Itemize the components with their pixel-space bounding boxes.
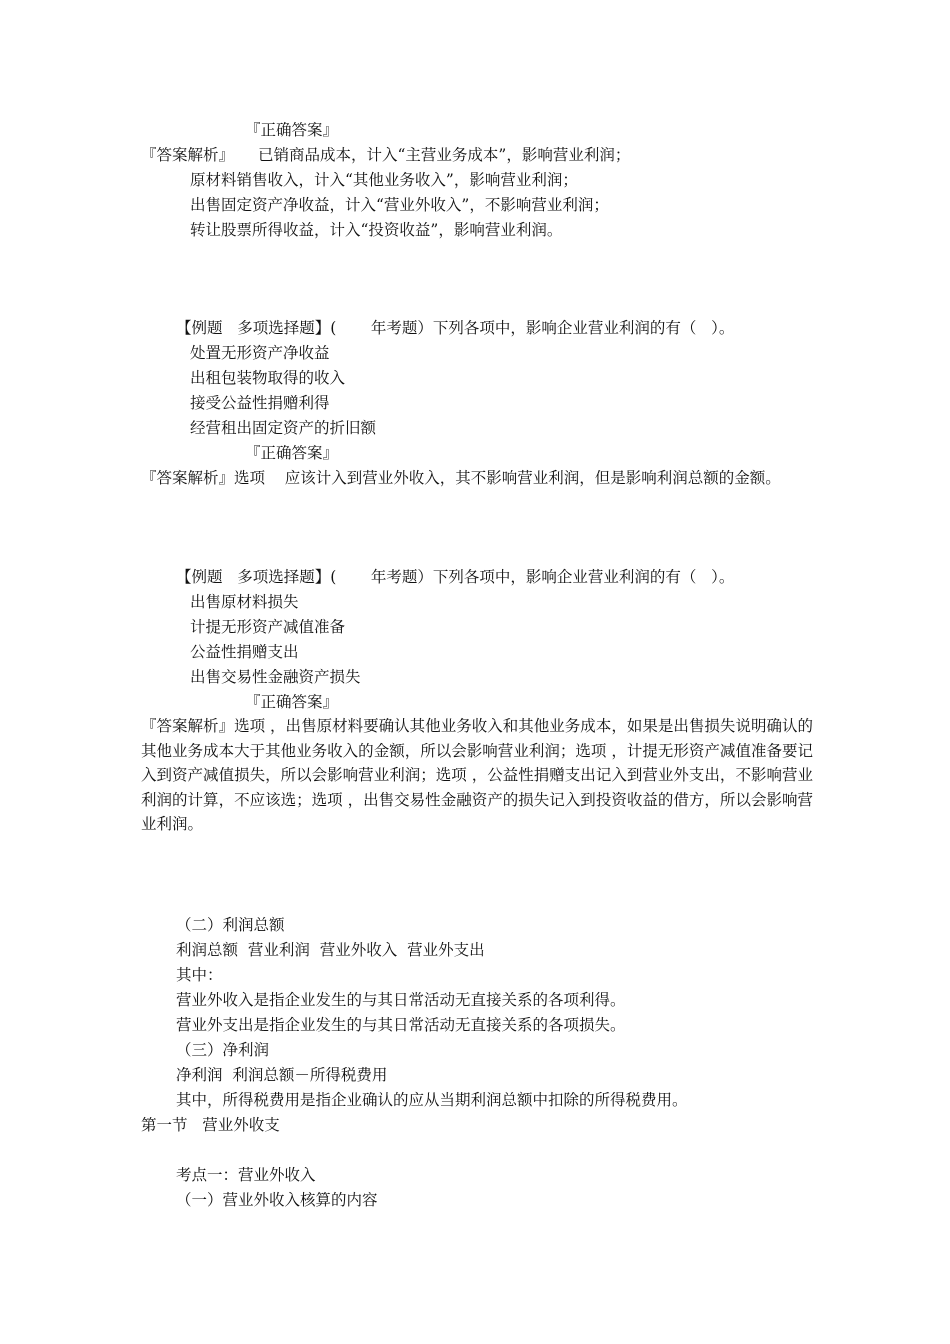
- heading-net-profit: （三）净利润: [176, 1041, 270, 1059]
- option-item: 计提无形资产减值准备: [190, 618, 346, 636]
- option-item: 出租包装物取得的收入: [190, 369, 346, 387]
- answer-analysis: 『答案解析』选项 应该计入到营业外收入，其不影响营业利润，但是影响利润总额的金额。: [141, 469, 781, 487]
- formula-net-profit: 净利润 利润总额－所得税费用: [176, 1066, 388, 1084]
- answer-analysis-label: 『答案解析』: [141, 146, 235, 164]
- option-item: 接受公益性捐赠利得: [190, 394, 330, 412]
- option-item: 出售交易性金融资产损失: [190, 668, 361, 686]
- tax-definition: 其中，所得税费用是指企业确认的应从当期利润总额中扣除的所得税费用。: [176, 1091, 688, 1109]
- definition-nonoperating-income: 营业外收入是指企业发生的与其日常活动无直接关系的各项利得。: [176, 991, 626, 1009]
- among-text: 其中：: [176, 966, 223, 984]
- formula-total-profit: 利润总额 营业利润 营业外收入 营业外支出: [176, 941, 485, 959]
- correct-answer-label: 『正确答案』: [245, 121, 339, 139]
- point-title: 考点一：营业外收入: [176, 1166, 316, 1184]
- correct-answer-label: 『正确答案』: [245, 444, 339, 462]
- answer-analysis-paragraph: 『答案解析』选项 ，出售原材料要确认其他业务收入和其他业务成本，如果是出售损失说明确认的其他业务成本大于其他业务收入的金额，所以会影响营业利润；选项 ，计提无形资产减值准备要记入到资产减值损失，所以会影响营业利润；选项 ，公益性捐赠支出记入到营业外支出，不影响营业利润的计算，不应该选；选项 ，出售交易性金融资产的损失记入到投资收益的借方，所以会影响营业利润。: [141, 717, 813, 833]
- question-text: 【例题 多项选择题】( 年考题）下列各项中，影响企业营业利润的有（ ）。: [176, 319, 735, 337]
- correct-answer-label: 『正确答案』: [245, 693, 339, 711]
- section-title: 第一节 营业外收支: [141, 1116, 280, 1134]
- question-text: 【例题 多项选择题】( 年考题）下列各项中，影响企业营业利润的有（ ）。: [176, 568, 735, 586]
- definition-nonoperating-expense: 营业外支出是指企业发生的与其日常活动无直接关系的各项损失。: [176, 1016, 626, 1034]
- sub-heading: （一）营业外收入核算的内容: [176, 1191, 378, 1209]
- analysis-line: 转让股票所得收益，计入“投资收益”，影响营业利润。: [190, 221, 563, 239]
- analysis-line: 已销商品成本，计入“主营业务成本”，影响营业利润；: [258, 146, 631, 164]
- option-item: 经营租出固定资产的折旧额: [190, 419, 377, 437]
- option-item: 处置无形资产净收益: [190, 344, 330, 362]
- analysis-line: 出售固定资产净收益，计入“营业外收入”，不影响营业利润；: [190, 196, 609, 214]
- analysis-line: 原材料销售收入，计入“其他业务收入”，影响营业利润；: [190, 171, 578, 189]
- option-item: 公益性捐赠支出: [190, 643, 299, 661]
- option-item: 出售原材料损失: [190, 593, 299, 611]
- heading-total-profit: （二）利润总额: [176, 916, 285, 934]
